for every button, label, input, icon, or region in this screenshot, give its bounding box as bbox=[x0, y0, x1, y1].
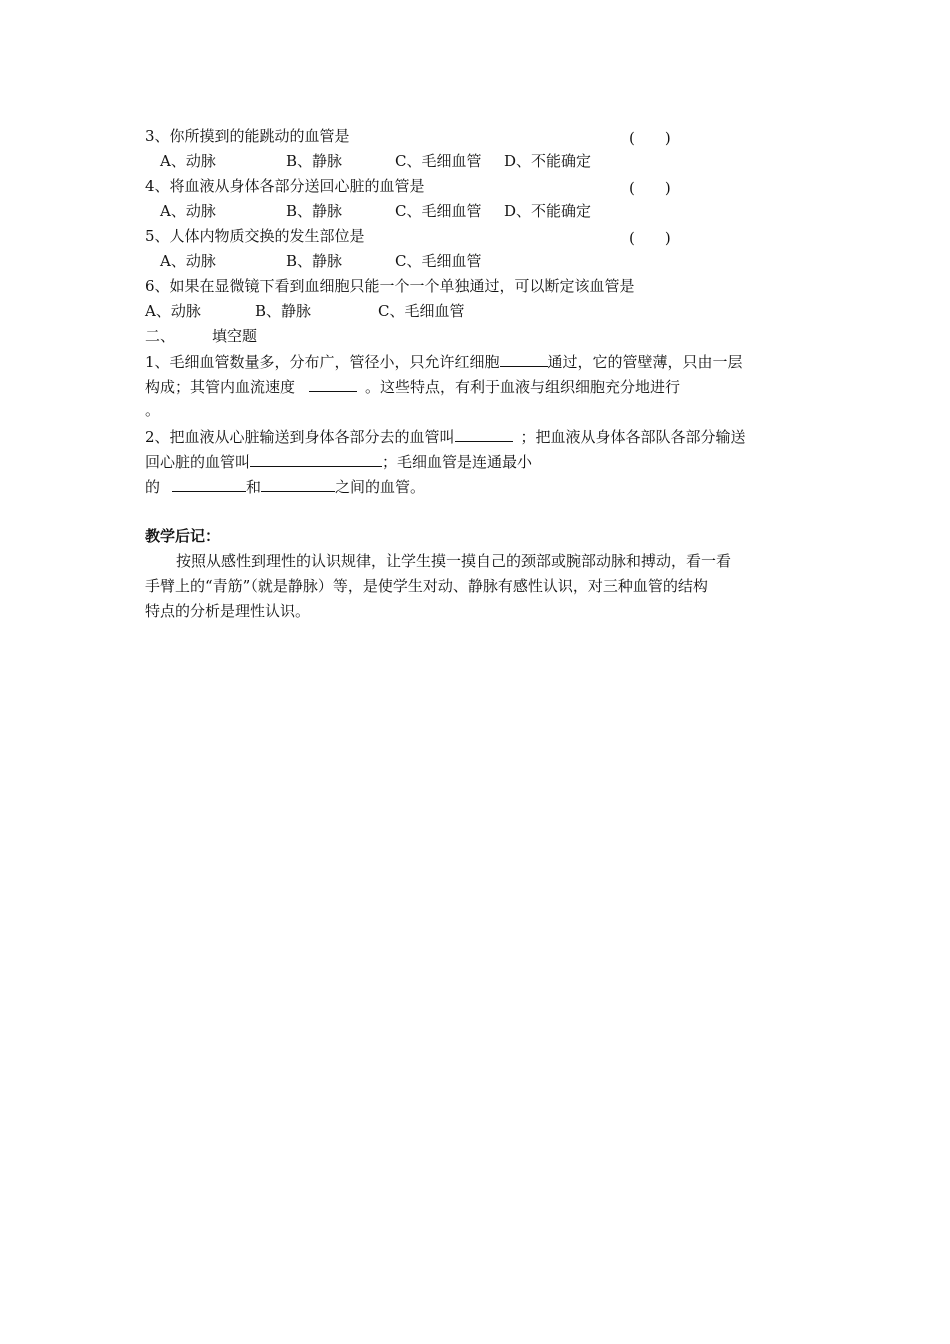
q4-option-a: A、动脉 bbox=[160, 202, 216, 220]
answer-blank[interactable] bbox=[500, 352, 548, 367]
q6-option-b: B、静脉 bbox=[255, 302, 312, 320]
q6-option-a: A、动脉 bbox=[145, 302, 201, 320]
notes-paragraph-line-2: 手臂上的“青筋”（就是静脉）等，是使学生对动、静脉有感性认识，对三种血管的结构 bbox=[145, 577, 708, 595]
answer-blank[interactable] bbox=[250, 452, 382, 467]
notes-paragraph-line-3: 特点的分析是理性认识。 bbox=[145, 602, 311, 620]
q4-option-d: D、不能确定 bbox=[504, 202, 592, 220]
question-3: 3、你所摸到的能跳动的血管是 bbox=[145, 127, 350, 145]
answer-blank[interactable] bbox=[172, 477, 246, 492]
question-4: 4、将血液从身体各部分送回心脏的血管是 bbox=[145, 177, 425, 195]
notes-paragraph-line-1: 按照从感性到理性的认识规律，让学生摸一摸自己的颈部或腕部动脉和搏动，看一看 bbox=[176, 552, 732, 570]
fill-question-2-line-2: 回心脏的血管叫 ；毛细血管是连通最小 bbox=[145, 453, 533, 471]
fill-question-1-line-2: 构成；其管内血流速度 。这些特点，有利于血液与组织细胞充分地进行 bbox=[145, 378, 681, 396]
answer-paren-5: ( ) bbox=[629, 229, 671, 247]
answer-paren-3: ( ) bbox=[629, 129, 671, 147]
fill-question-2-line-1: 2、把血液从心脏输送到身体各部分去的血管叫 ；把血液从身体各部队各部分输送 bbox=[145, 428, 746, 446]
answer-blank[interactable] bbox=[309, 377, 357, 392]
q5-option-b: B、静脉 bbox=[286, 252, 343, 270]
q3-option-a: A、动脉 bbox=[160, 152, 216, 170]
answer-blank[interactable] bbox=[261, 477, 335, 492]
fill-question-1-line-3: 。 bbox=[145, 401, 161, 419]
q3-option-b: B、静脉 bbox=[286, 152, 343, 170]
notes-heading: 教学后记： bbox=[145, 527, 221, 545]
question-6: 6、如果在显微镜下看到血细胞只能一个一个单独通过，可以断定该血管是 bbox=[145, 277, 635, 295]
q6-option-c: C、毛细血管 bbox=[378, 302, 465, 320]
section-title: 填空题 bbox=[212, 327, 258, 345]
q3-option-c: C、毛细血管 bbox=[395, 152, 482, 170]
section-number: 二、 bbox=[145, 327, 176, 345]
q5-option-a: A、动脉 bbox=[160, 252, 216, 270]
q5-option-c: C、毛细血管 bbox=[395, 252, 482, 270]
fill-question-2-line-3: 的 和 之间的血管。 bbox=[145, 478, 426, 496]
question-5: 5、人体内物质交换的发生部位是 bbox=[145, 227, 365, 245]
answer-blank[interactable] bbox=[455, 427, 513, 442]
q4-option-c: C、毛细血管 bbox=[395, 202, 482, 220]
q4-option-b: B、静脉 bbox=[286, 202, 343, 220]
fill-question-1-line-1: 1、毛细血管数量多，分布广，管径小，只允许红细胞 通过，它的管壁薄，只由一层 bbox=[145, 353, 743, 371]
q3-option-d: D、不能确定 bbox=[504, 152, 592, 170]
answer-paren-4: ( ) bbox=[629, 179, 671, 197]
